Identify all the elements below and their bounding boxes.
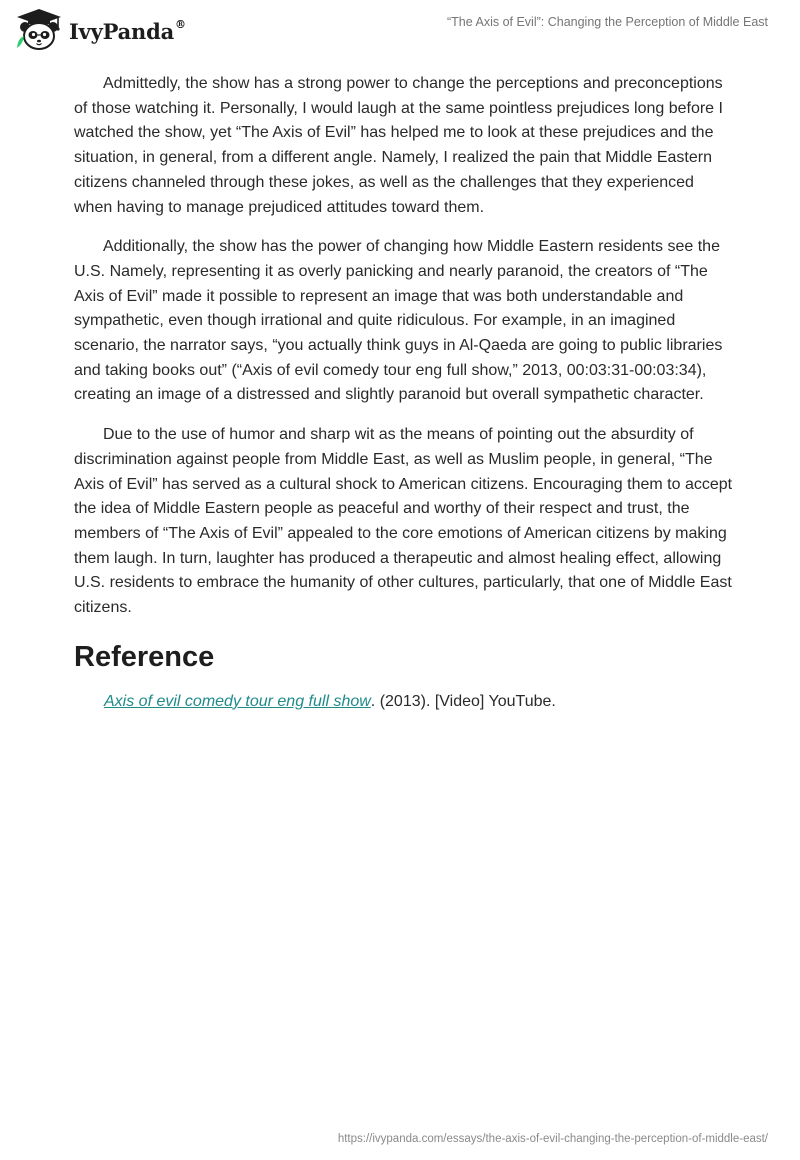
reference-entry (104, 690, 734, 714)
footer-url[interactable]: https://ivypanda.com/essays/the-axis-of-evil-changing-the-perception-of-middle-east/ (337, 1133, 768, 1145)
body-paragraph: Additionally, the show has the power of changing how Middle Eastern residents see the U.S. Namely, representing it as overly panicking and nearly paranoid, the creators of “The Axis of Evil” made it possible to represent an image that was both understandable and sympathetic, even though irrational and quite ridiculous. For example, in an imagined scenario, the narrator says, “you actually think guys in Al-Qaeda are going to public libraries and taking books out” (“Axis of evil comedy tour eng full show,” 2013, 00:03:31-00:03:34), creating an image of a distressed and slightly paranoid but overall sympathetic character. (74, 238, 723, 404)
running-title: “The Axis of Evil”: Changing the Perception of Middle East (447, 15, 768, 29)
reference-link[interactable]: Axis of evil comedy tour eng full show (104, 692, 371, 710)
page-header (0, 0, 800, 62)
logo-text: IvyPanda (69, 18, 175, 44)
panda-icon (14, 8, 64, 52)
body-paragraph: Due to the use of humor and sharp wit as the means of pointing out the absurdity of discrimination against people from Middle East, as well as Muslim people, in general, “The Axis of Evil” has served as a cultural shock to American citizens. Encouraging them to accept the idea of Middle Eastern people as peaceful and worthy of their respect and trust, the members of “The Axis of Evil” appealed to the core emotions of American citizens by making them laugh. In turn, laughter has produced a therapeutic and almost healing effect, allowing U.S. residents to embrace the humanity of other cultures, particularly, that one of Middle East citizens. (74, 426, 733, 617)
references-heading: Reference (74, 640, 215, 673)
ivypanda-logo[interactable] (14, 8, 186, 52)
body-paragraph: Admittedly, the show has a strong power to change the perceptions and preconceptions of those watching it. Personally, I would laugh at the same pointless prejudices long before I watched the show, yet “The Axis of Evil” has helped me to look at these prejudices and the situation, in general, from a different angle. Namely, I realized the pain that Middle Eastern citizens channeled through these jokes, as well as the challenges that they experienced when having to manage prejudiced attitudes toward them. (74, 75, 723, 216)
essay-content (74, 72, 734, 714)
reference-details: . (2013). [Video] YouTube. (370, 692, 556, 710)
registered-mark: ® (175, 17, 186, 31)
logo-wordmark (69, 19, 186, 44)
